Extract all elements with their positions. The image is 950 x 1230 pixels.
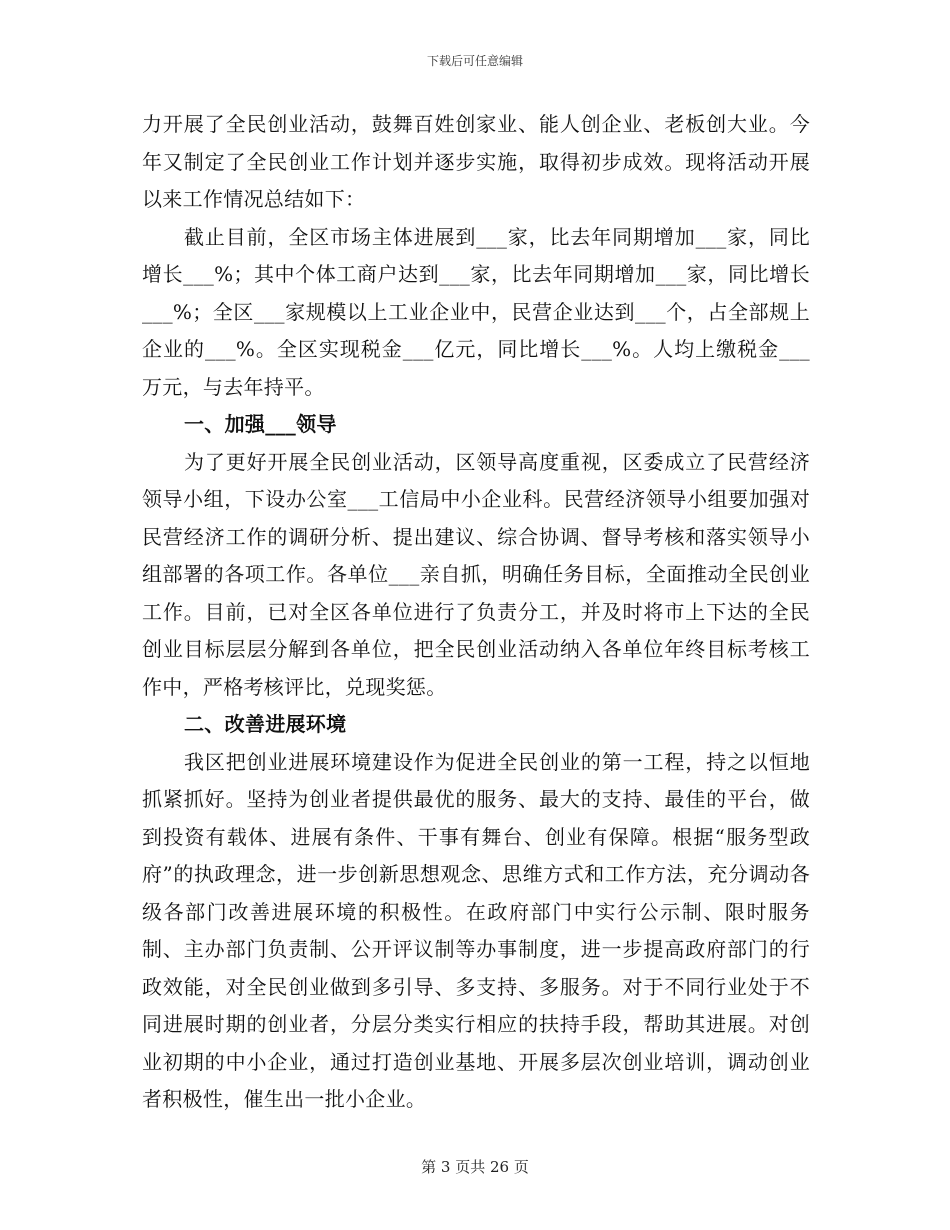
paragraph-intro: 力开展了全民创业活动，鼓舞百姓创家业、能人创企业、老板创大业。今年又制定了全民创业工作计划并逐步实施，取得初步成效。现将活动开展以来工作情况总结如下： [142, 112, 810, 211]
section-heading-2: 二、改善进展环境 [184, 712, 347, 736]
paragraph-environment: 我区把创业进展环境建设作为促进全民创业的第一工程，持之以恒地抓紧抓好。坚持为创业者提供最优的服务、最大的支持、最佳的平台，做到投资有载体、进展有条件、干事有舞台、创业有保障。根据“服务型政府”的执政理念，进一步创新思想观念、思维方式和工作方法，充分调动各级各部门改善进展环境的积极性。在政府部门中实行公示制、限时服务制、主办部门负责制、公开评议制等办事制度，进一步提高政府部门的行政效能，对全民创业做到多引导、多支持、多服务。对于不同行业处于不同进展时期的创业者，分层分类实行相应的扶持手段，帮助其进展。对创业初期的中小企业，通过打造创业基地、开展多层次创业培训，调动创业者积极性，催生出一批小企业。 [142, 749, 810, 1111]
page-number: 第 3 页共 26 页 [421, 1158, 529, 1176]
paragraph-leadership: 为了更好开展全民创业活动，区领导高度重视，区委成立了民营经济领导小组，下设办公室___工信局中小企业科。民营经济领导小组要加强对民营经济工作的调研分析、提出建议、综合协调、督导考核和落实领导小组部署的各项工作。各单位___亲自抓，明确任务目标，全面推动全民创业工作。目前，已对全区各单位进行了负责分工，并及时将市上下达的全民创业目标层层分解到各单位，把全民创业活动纳入各单位年终目标考核工作中，严格考核评比，兑现奖惩。 [142, 449, 810, 699]
paragraph-statistics: 截止目前，全区市场主体进展到___家，比去年同期增加___家，同比增长___%；其中个体工商户达到___家，比去年同期增加___家，同比增长___%；全区___家规模以上工业企业中，民营企业达到___个，占全部规上企业的___%。全区实现税金___亿元，同比增长___%。人均上缴税金___万元，与去年持平。 [142, 224, 810, 399]
document-body [142, 106, 810, 1119]
page-header: 下载后可任意编辑 [426, 54, 523, 68]
section-heading-1: 一、加强___领导 [184, 412, 337, 436]
